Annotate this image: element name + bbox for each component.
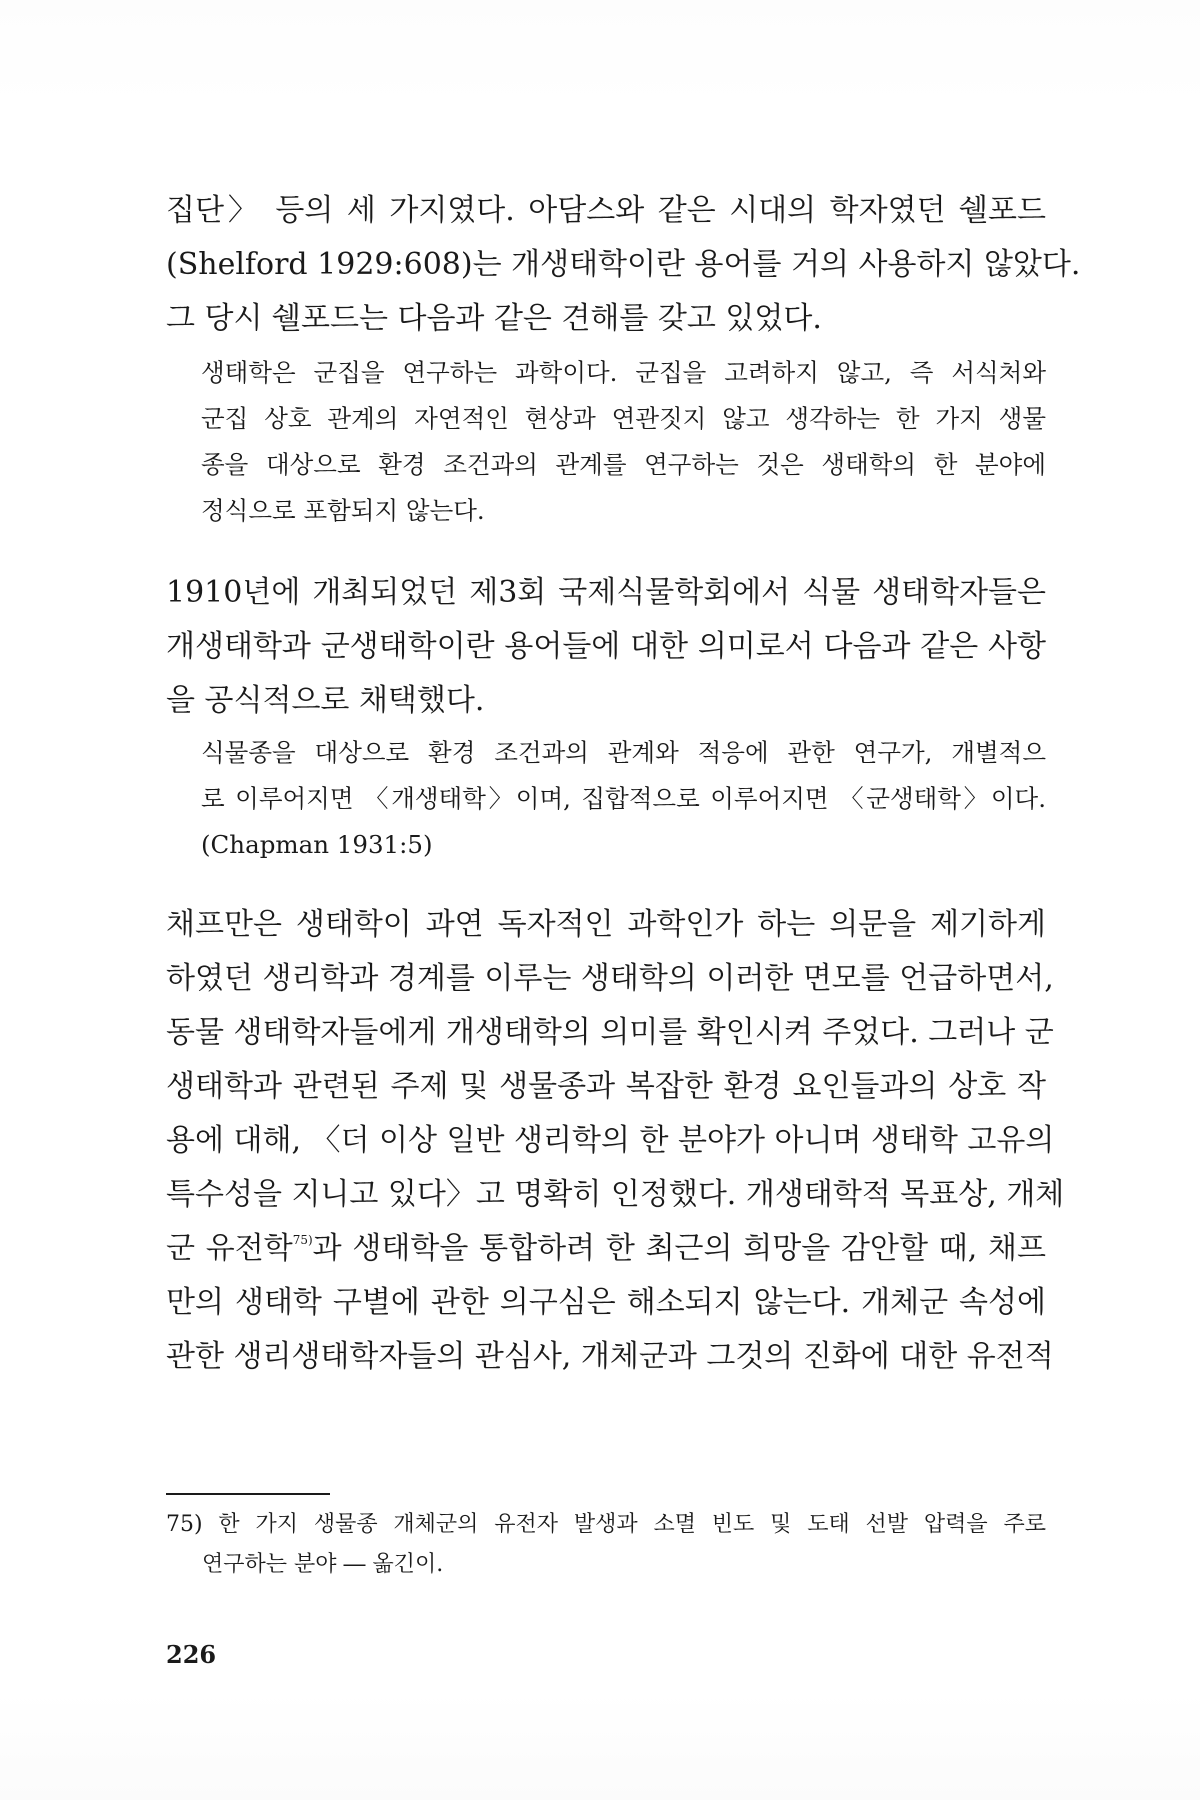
footnote-marker: 75) — [292, 1233, 313, 1247]
text-line: 동물 생태학자들에게 개생태학의 의미를 확인시켜 주었다. 그러나 군 — [166, 1015, 1054, 1050]
text-line: 관한 생리생태학자들의 관심사, 개체군과 그것의 진화에 대한 유전적 — [166, 1339, 1054, 1374]
text-line: 특수성을 지니고 있다〉고 명확히 인정했다. 개생태학적 목표상, 개체 — [166, 1177, 1065, 1212]
footnote-divider — [166, 1493, 330, 1495]
text-line: (Shelford 1929:608)는 개생태학이란 용어를 거의 사용하지 않았다. — [166, 247, 1081, 282]
footnote-line: 75) 한 가지 생물종 개체군의 유전자 발생과 소멸 빈도 및 도태 선발 압력을 주로 — [166, 1512, 1046, 1537]
quote-line: 식물종을 대상으로 환경 조건과의 관계와 적응에 관한 연구가, 개별적으 — [201, 738, 1046, 767]
text-line: 만의 생태학 구별에 관한 의구심은 해소되지 않는다. 개체군 속성에 — [166, 1285, 1046, 1320]
text-segment: 군 유전학 — [166, 1231, 293, 1266]
text-line: 용에 대해, 〈더 이상 일반 생리학의 한 분야가 아니며 생태학 고유의 — [166, 1123, 1055, 1158]
paragraph-3 — [166, 898, 1065, 1384]
block-quote-2 — [201, 730, 1046, 868]
quote-line: 종을 대상으로 환경 조건과의 관계를 연구하는 것은 생태학의 한 분야에 — [201, 450, 1046, 479]
quote-line: 군집 상호 관계의 자연적인 현상과 연관짓지 않고 생각하는 한 가지 생물 — [201, 404, 1046, 433]
page-number: 226 — [166, 1640, 217, 1669]
footnote-line: 연구하는 분야 ― 옮긴이. — [202, 1552, 444, 1577]
text-segment: 과 생태학을 통합하려 한 최근의 희망을 감안할 때, 채프 — [312, 1231, 1046, 1266]
text-line: 집단〉 등의 세 가지였다. 아담스와 같은 시대의 학자였던 쉘포드 — [166, 193, 1046, 228]
text-line: 생태학과 관련된 주제 및 생물종과 복잡한 환경 요인들과의 상호 작 — [166, 1069, 1046, 1104]
quote-line: 생태학은 군집을 연구하는 과학이다. 군집을 고려하지 않고, 즉 서식처와 — [201, 358, 1046, 387]
paragraph-2 — [166, 566, 1046, 728]
paragraph-1 — [166, 184, 1081, 346]
text-line: 하였던 생리학과 경계를 이루는 생태학의 이러한 면모를 언급하면서, — [166, 961, 1054, 996]
text-line: 개생태학과 군생태학이란 용어들에 대한 의미로서 다음과 같은 사항 — [166, 629, 1046, 664]
text-line: 을 공식적으로 채택했다. — [166, 683, 485, 718]
text-line: 채프만은 생태학이 과연 독자적인 과학인가 하는 의문을 제기하게 — [166, 907, 1046, 942]
block-quote-1 — [201, 350, 1046, 534]
citation-line: (Chapman 1931:5) — [201, 830, 433, 859]
text-line: 그 당시 쉘포드는 다음과 같은 견해를 갖고 있었다. — [166, 301, 822, 336]
text-line-with-footnote — [166, 1222, 1046, 1276]
quote-line: 로 이루어지면 〈개생태학〉이며, 집합적으로 이루어지면 〈군생태학〉이다. — [201, 784, 1046, 813]
text-line: 1910년에 개최되었던 제3회 국제식물학회에서 식물 생태학자들은 — [166, 575, 1046, 610]
footnote — [166, 1505, 1046, 1585]
quote-line: 정식으로 포함되지 않는다. — [201, 496, 485, 525]
